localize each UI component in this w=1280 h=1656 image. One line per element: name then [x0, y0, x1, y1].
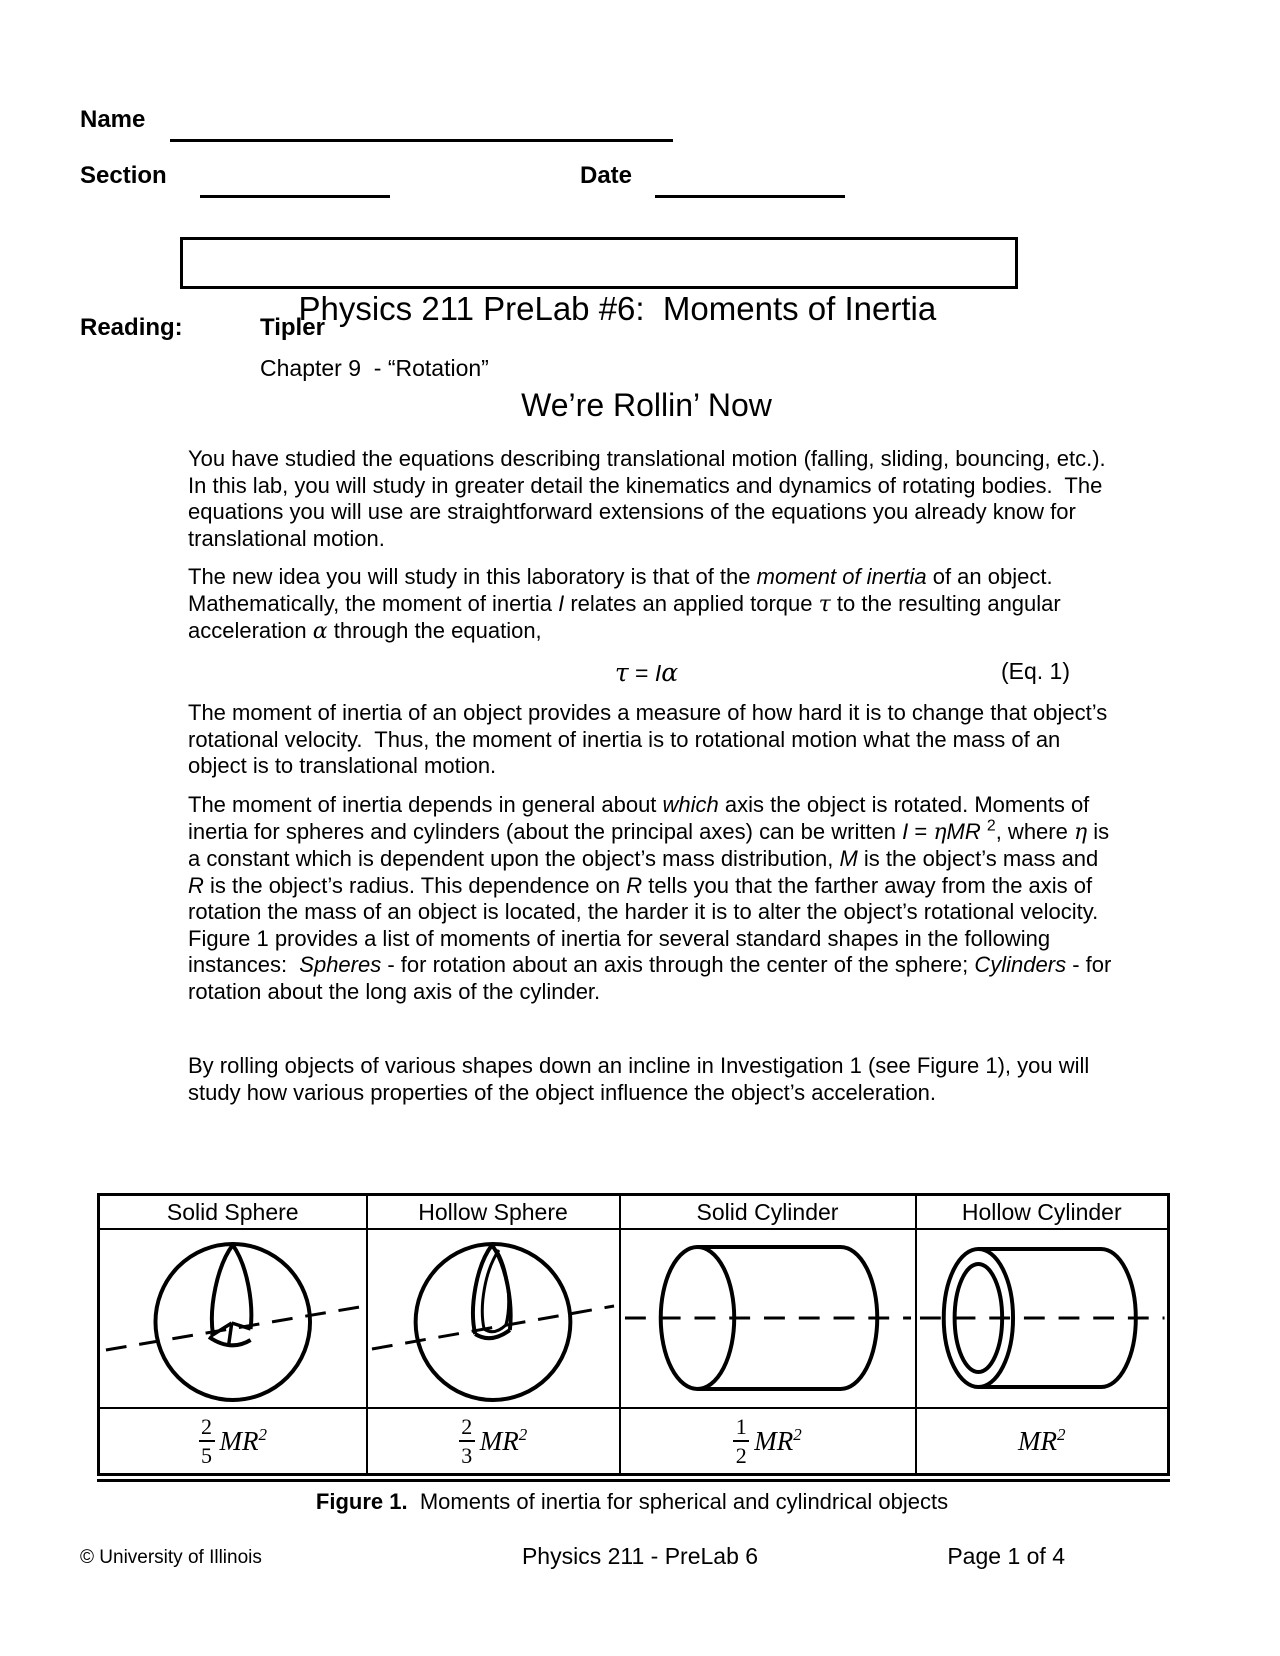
rotation-axis-dashed-line [371, 1306, 613, 1349]
footer-copyright: © University of Illinois [80, 1547, 262, 1568]
figure-1-table [97, 1193, 1170, 1482]
paragraph-4: The moment of inertia depends in general about which axis the object is rotated. Moments of inertia for spheres and cylinders (about the principal axes) can be written I = ηMR $^2$, where η is a constant which is dependent upon the object’s mass distribution, M is the object’s mass and R is the object’s radius. This dependence on R tells you that the farther away from the axis of rotation the mass of an object is located, the harder it is to alter the object’s rotational velocity. Figure 1 provides a list of moments of inertia for several standard shapes in the following instances: Spheres - for rotation about an axis through the center of the sphere; Cylinders - for rotation about the long axis of the cylinder. [188, 792, 1118, 1004]
section-blank-line[interactable] [200, 195, 390, 198]
equation-row [188, 658, 1105, 688]
reading-label: Reading: [80, 314, 183, 341]
paragraph-1: You have studied the equations describing translational motion (falling, sliding, bouncing, etc.). In this lab, you will study in greater detail the kinematics and dynamics of rotating bodies. The equations you will use are straightforward extensions of the equations you already know for translational motion. [188, 446, 1118, 551]
section-heading: We’re Rollin’ Now [521, 387, 772, 423]
document-title: Physics 211 PreLab #6: Moments of Inertia [298, 290, 937, 327]
date-label: Date [580, 162, 633, 189]
solid-cylinder-drawing [621, 1230, 915, 1407]
equation-1-tag: (Eq. 1) [1000, 658, 1070, 684]
name-blank-line[interactable] [170, 139, 673, 142]
figure-1-caption: Figure 1. Moments of inertia for spherical and cylindrical objects [315, 1489, 949, 1514]
reading-chapter: Chapter 9 - “Rotation” [260, 355, 489, 381]
moment-formula-hollow-sphere: $\frac{2}{3}$ $MR^2$ [459, 1415, 527, 1467]
solid-sphere-drawing [100, 1230, 366, 1407]
paragraph-5: By rolling objects of various shapes down an incline in Investigation 1 (see Figure 1), you will study how various properties of the object influence the object’s acceleration. [188, 1053, 1096, 1105]
hollow-cylinder-drawing [917, 1230, 1168, 1407]
col-header-hollow-cylinder: Hollow Cylinder [916, 1195, 1169, 1230]
moment-formula-hollow-cylinder: $MR^2$ [1018, 1424, 1066, 1456]
paragraph-2: The new idea you will study in this laboratory is that of the moment of inertia of an object. Mathematically, the moment of inertia I relates an applied torque τ to the resulting angular acceleration α through the equation, [188, 564, 1067, 644]
document-title-box [180, 237, 1018, 327]
hollow-sphere-drawing [368, 1230, 619, 1407]
moment-formula-solid-sphere: $\frac{2}{5}$ $MR^2$ [199, 1415, 267, 1467]
paragraph-3: The moment of inertia of an object provides a measure of how hard it is to change that object’s rotational velocity. Thus, the moment of inertia is to rotational motion what the mass of an object is to translational motion. [188, 700, 1114, 778]
equation-1: τ = Iα [614, 658, 679, 687]
col-header-solid-cylinder: Solid Cylinder [620, 1195, 916, 1230]
name-label: Name [80, 106, 146, 133]
reading-source: Tipler [260, 314, 325, 341]
col-header-solid-sphere: Solid Sphere [99, 1195, 367, 1230]
footer-course-title: Physics 211 - PreLab 6 [521, 1543, 759, 1569]
col-header-hollow-sphere: Hollow Sphere [367, 1195, 620, 1230]
date-blank-line[interactable] [655, 195, 845, 198]
moment-formula-solid-cylinder: $\frac{1}{2}$ $MR^2$ [733, 1415, 801, 1467]
footer-page-number: Page 1 of 4 [947, 1543, 1065, 1569]
section-label: Section [80, 162, 167, 189]
